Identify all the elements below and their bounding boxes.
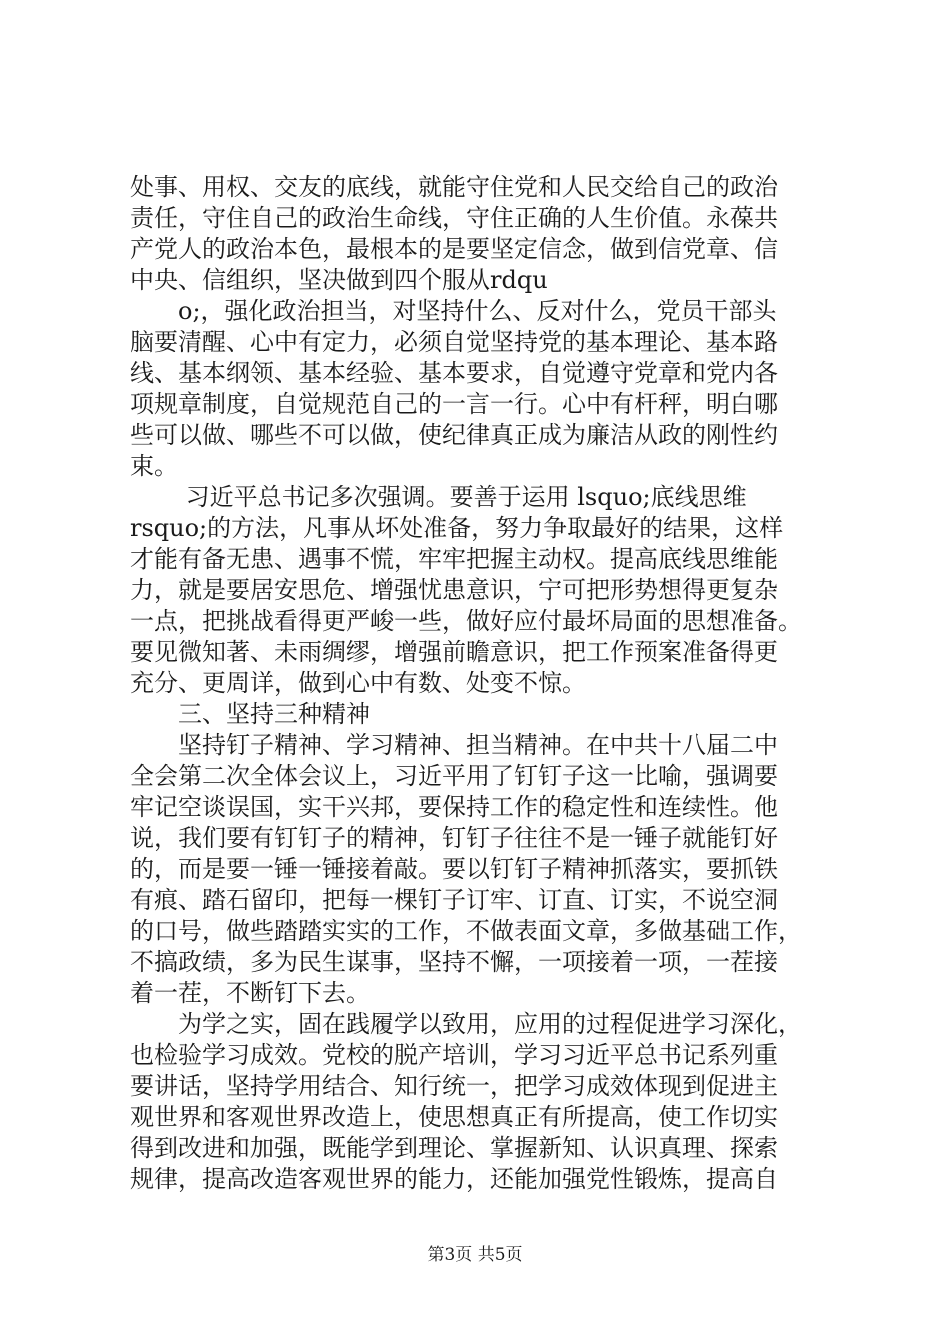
text-line: 牢记空谈误国，实干兴邦，要保持工作的稳定性和连续性。他 (130, 793, 778, 821)
text-line: 充分、更周详，做到心中有数、处变不惊。 (130, 669, 586, 697)
text-line: 为学之实，固在践履学以致用，应用的过程促进学习深化， (130, 1010, 802, 1038)
text-line: 着一茬，不断钉下去。 (130, 979, 370, 1007)
text-line: 的口号，做些踏踏实实的工作，不做表面文章，多做基础工作， (130, 917, 802, 945)
text-line: rsquo;的方法，凡事从坏处准备，努力争取最好的结果，这样 (130, 514, 784, 542)
text-line: 中央、信组织，坚决做到四个服从rdqu (130, 266, 548, 294)
text-line: 说，我们要有钉钉子的精神，钉钉子往往不是一锤子就能钉好 (130, 824, 778, 852)
page-footer: 第3页 共5页 (427, 1245, 523, 1265)
text-line: 才能有备无患、遇事不慌，牢牢把握主动权。提高底线思维能 (130, 545, 778, 573)
text-line: 束。 (130, 452, 178, 480)
text-line: 得到改进和加强，既能学到理论、掌握新知、认识真理、探索 (130, 1134, 778, 1162)
text-line: 三、坚持三种精神 (130, 700, 370, 728)
document-body (130, 172, 830, 1195)
text-line: 些可以做、哪些不可以做，使纪律真正成为廉洁从政的刚性约 (130, 421, 778, 449)
text-line: 习近平总书记多次强调。要善于运用 lsquo;底线思维 (130, 483, 747, 511)
text-line: 线、基本纲领、基本经验、基本要求，自觉遵守党章和党内各 (130, 359, 778, 387)
text-line: 责任，守住自己的政治生命线，守住正确的人生价值。永葆共 (130, 204, 778, 232)
text-line: 有痕、踏石留印，把每一棵钉子订牢、订直、订实，不说空洞 (130, 886, 778, 914)
text-line: 要讲话，坚持学用结合、知行统一，把学习成效体现到促进主 (130, 1072, 778, 1100)
text-line: 规律，提高改造客观世界的能力，还能加强党性锻炼，提高自 (130, 1165, 778, 1193)
text-line: 力，就是要居安思危、增强忧患意识，宁可把形势想得更复杂 (130, 576, 778, 604)
text-line: 也检验学习成效。党校的脱产培训，学习习近平总书记系列重 (130, 1041, 778, 1069)
text-line: 脑要清醒、心中有定力，必须自觉坚持党的基本理论、基本路 (130, 328, 778, 356)
text-line: 项规章制度，自觉规范自己的一言一行。心中有杆秤，明白哪 (130, 390, 778, 418)
text-line: 要见微知著、未雨绸缪，增强前瞻意识，把工作预案准备得更 (130, 638, 778, 666)
text-line: 产党人的政治本色，最根本的是要坚定信念，做到信党章、信 (130, 235, 778, 263)
text-line: 观世界和客观世界改造上，使思想真正有所提高，使工作切实 (130, 1103, 778, 1131)
text-line: o;，强化政治担当，对坚持什么、反对什么，党员干部头 (130, 297, 777, 325)
text-line: 一点，把挑战看得更严峻一些，做好应付最坏局面的思想准备。 (130, 607, 802, 635)
text-line: 坚持钉子精神、学习精神、担当精神。在中共十八届二中 (130, 731, 778, 759)
text-line: 的，而是要一锤一锤接着敲。要以钉钉子精神抓落实，要抓铁 (130, 855, 778, 883)
text-line: 处事、用权、交友的底线，就能守住党和人民交给自己的政治 (130, 173, 778, 201)
text-line: 不搞政绩，多为民生谋事，坚持不懈，一项接着一项，一茬接 (130, 948, 778, 976)
text-line: 全会第二次全体会议上，习近平用了钉钉子这一比喻，强调要 (130, 762, 778, 790)
